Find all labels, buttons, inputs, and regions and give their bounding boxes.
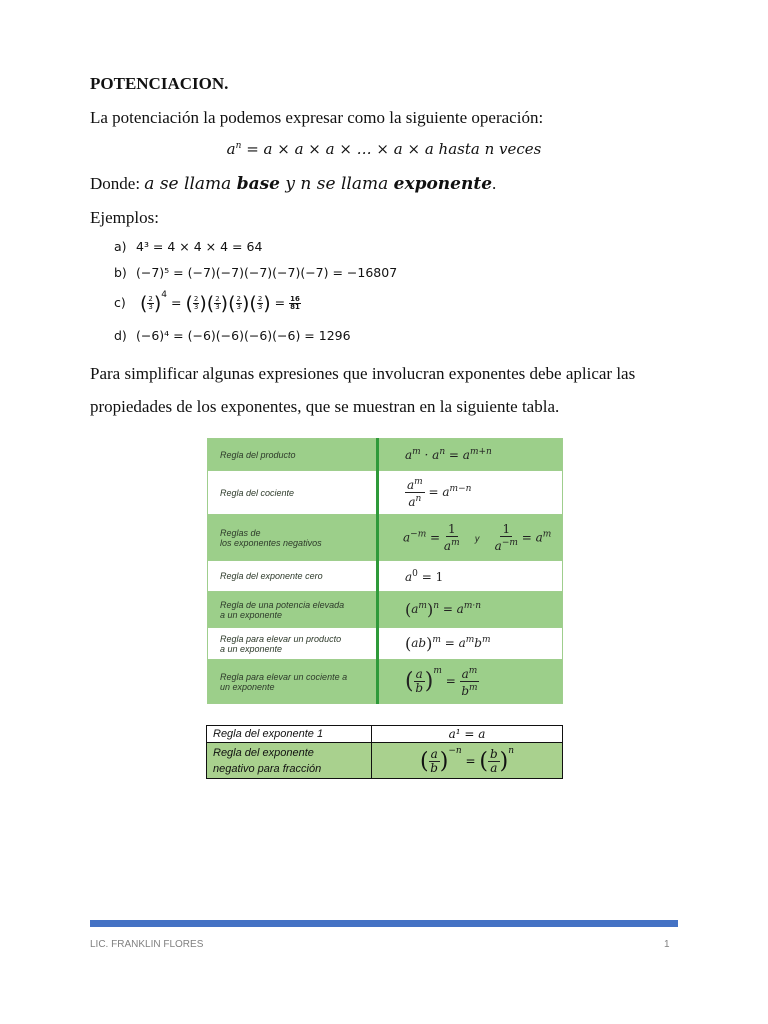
exponent-rules-table [207,438,563,704]
power-formula: $a^n = a \times a \times a$ × … × a × a hasta n veces [226,140,542,158]
rule-name: Regla del cociente [208,471,378,515]
footer-divider [90,920,678,927]
rule-name: Regla del exponente negativo para fracción [207,743,372,779]
rule-name: Reglas de los exponentes negativos [208,515,378,561]
rule-row-quotient-power [208,660,563,704]
example-b: b) (−7)⁵ = (−7)(−7)(−7)(−7)(−7) = −16807 [114,265,398,280]
rule-row-exponent-one [207,726,563,743]
rule-formula: $a^0 = 1$ [378,561,563,592]
rule-row-product [208,439,563,471]
rule-name: Regla para elevar un cociente a un exponente [208,660,378,704]
rule-name: Regla del exponente 1 [207,726,372,743]
examples-heading: Ejemplos: [90,208,159,227]
rule-formula: a¹ = a [372,726,563,743]
rule-formula: $(a^m)^n = a^{m\cdot n}$ [378,592,563,628]
rule-name: Regla de una potencia elevada a un exponente [208,592,378,628]
example-c: c) ( $\frac{2}{3}$ )$^4$ = ( $\frac{2}{3}$ )( $\frac{2}{3}$ )( $\frac{2}{3}$ )( $\frac{2}{3}$ ) = $\frac{16}{81}$ [114,290,300,315]
footer-author: LIC. FRANKLIN FLORES [90,939,204,950]
paragraph-line-2: propiedades de los exponentes, que se muestran en la siguiente tabla. [90,397,560,416]
page-number: 1 [664,939,670,950]
rule-formula: $(ab)^m = a^mb^m$ [378,628,563,660]
page-title: POTENCIACION. [90,74,229,93]
rule-formula: ( $\frac{a}{b}$ )$^{-n}$ = ( $\frac{b}{a}$ )$^n$ [372,743,563,779]
donde-text: Donde: a se llama base y n se llama exponente. [90,174,497,194]
rule-row-negative-fraction [207,743,563,779]
paragraph-line-1: Para simplificar algunas expresiones que involucran exponentes debe aplicar las [90,364,636,383]
rule-row-zero [208,561,563,592]
rule-name: Regla para elevar un producto a un exponente [208,628,378,660]
rule-row-negative [208,515,563,561]
rule-row-product-power [208,628,563,660]
rule-formula: $a^m \cdot a^n = a^{m+n}$ [378,439,563,471]
rule-name: Regla del exponente cero [208,561,378,592]
example-a: a) 4³ = 4 × 4 × 4 = 64 [114,239,263,254]
rule-row-power [208,592,563,628]
intro-text: La potenciación la podemos expresar como la siguiente operación: [90,108,544,127]
rule-formula: $\frac{a^m}{a^n}$ = $a^{m-n}$ [378,471,563,515]
example-d: d) (−6)⁴ = (−6)(−6)(−6)(−6) = 1296 [114,328,351,343]
rule-formula: $a^{-m}$ = $\frac{1}{a^m}$ y $\frac{1}{a^{-m}}$ = $a^m$ [378,515,563,561]
rule-row-quotient [208,471,563,515]
rule-name: Regla del producto [208,439,378,471]
extra-rules-table [206,725,563,779]
rule-formula: ( $\frac{a}{b}$ )$^m$ = $\frac{a^m}{b^m}$ [378,660,563,704]
